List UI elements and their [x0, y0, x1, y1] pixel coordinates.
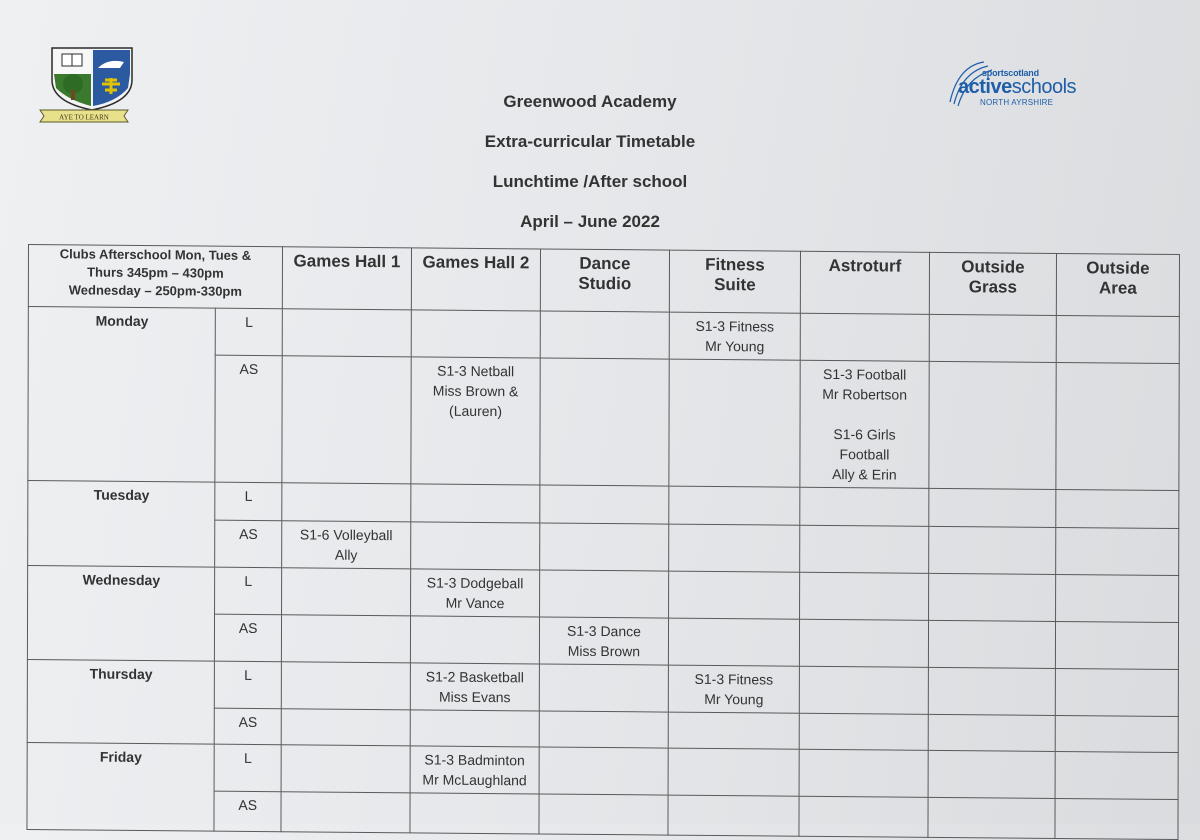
timetable-cell — [539, 664, 668, 712]
timetable-cell — [539, 711, 668, 748]
timetable-cell — [929, 488, 1056, 527]
timetable-cell — [410, 710, 539, 747]
slot-label: AS — [214, 791, 281, 832]
timetable-cell — [539, 794, 668, 835]
cell-text-line: S1-6 Volleyball — [299, 526, 393, 544]
cell-text-line: (Lauren) — [449, 402, 503, 420]
timetable-cell — [1055, 798, 1178, 839]
day-label: Tuesday — [28, 480, 216, 567]
timetable-cell — [411, 522, 540, 570]
cell-text-line: Dance — [579, 253, 631, 274]
timetable-cell — [799, 666, 928, 714]
cell-text-line: Outside — [961, 257, 1025, 277]
timetable-cell — [928, 620, 1055, 668]
timetable-cell — [1056, 527, 1179, 575]
timetable-cell — [282, 309, 411, 357]
column-header — [540, 249, 669, 312]
timetable-cell — [928, 667, 1055, 715]
timetable-cell — [540, 523, 669, 571]
crest-motto: AYE TO LEARN — [59, 113, 109, 122]
timetable-cell — [928, 714, 1055, 751]
cell-text-line — [803, 404, 927, 425]
table-row — [28, 307, 1179, 364]
timetable-cell — [799, 713, 928, 750]
timetable-cell — [411, 310, 540, 358]
day-label: Thursday — [27, 659, 215, 744]
timetable-cell — [668, 795, 799, 836]
timetable-cell — [281, 745, 410, 793]
timetable-cell — [1056, 489, 1179, 528]
timetable-cell — [800, 313, 929, 361]
cell-text-line: S1-3 Dance — [566, 622, 641, 640]
timetable-cell — [800, 572, 929, 620]
school-name: Greenwood Academy — [503, 92, 677, 111]
timetable-cell — [929, 526, 1056, 574]
cell-text-line: Astroturf — [828, 255, 902, 276]
cell-text-line: Area — [1098, 278, 1137, 298]
cell-text-line: S1-6 Girls — [833, 426, 896, 443]
slot-label: L — [215, 567, 282, 615]
slot-label: AS — [215, 355, 282, 483]
timetable-cell — [411, 357, 540, 485]
timetable-cell — [540, 570, 669, 618]
timetable-cell — [282, 483, 411, 522]
cell-text-line: Football — [839, 446, 890, 463]
table-row — [27, 659, 1178, 716]
logo-sportscotland: sportscotland — [982, 68, 1039, 78]
timetable-cell — [410, 746, 539, 794]
timetable-cell — [799, 749, 928, 797]
logo-activeschools — [958, 76, 1076, 99]
table-row — [28, 565, 1179, 622]
cell-text-line: S1-2 Basketball — [425, 668, 524, 686]
timetable-cell — [929, 361, 1056, 489]
logo-active-word: active — [958, 76, 1012, 98]
timetable-cell — [1055, 751, 1178, 799]
timetable-cell — [799, 796, 928, 837]
timetable-cell — [668, 665, 799, 713]
timetable-cell — [668, 748, 799, 796]
table-row — [27, 742, 1178, 799]
timetable-cell — [668, 618, 799, 666]
timetable-cell — [410, 616, 539, 664]
column-header — [1056, 253, 1179, 316]
cell-text-line: S1-3 Football — [822, 365, 907, 383]
timetable-cell — [282, 568, 411, 616]
day-label: Friday — [27, 742, 215, 831]
timetable-cell — [1056, 362, 1179, 490]
day-label: Monday — [28, 307, 216, 483]
timetable-cell — [539, 617, 668, 665]
timetable-cell — [540, 311, 669, 359]
timetable-cell — [928, 797, 1055, 838]
cell-text-line: Fitness — [705, 254, 765, 275]
timetable-cell — [281, 709, 410, 746]
cell-text-line: Grass — [968, 277, 1018, 297]
cell-text-line: Miss Brown — [567, 642, 641, 660]
day-label: Wednesday — [27, 565, 215, 661]
cell-text-line: Outside — [1086, 258, 1150, 278]
timetable-cell — [1055, 668, 1178, 716]
school-crest — [44, 44, 140, 124]
slot-label: AS — [215, 708, 282, 745]
timetable-cell — [282, 356, 411, 484]
timetable-cell — [669, 524, 800, 572]
cell-text-line: Mr Young — [705, 337, 765, 355]
cell-text-line: S1-3 Fitness — [695, 317, 775, 335]
timetable-cell — [929, 314, 1056, 362]
timetable-cell — [539, 747, 668, 795]
timetable-subtitle: Lunchtime /After school — [492, 172, 688, 191]
timetable-cell — [669, 312, 800, 360]
timetable-cell — [668, 712, 799, 749]
timetable-cell — [1055, 621, 1178, 669]
timetable-cell — [800, 525, 929, 573]
slot-label: L — [215, 482, 282, 521]
cell-text-line: Mr Young — [704, 690, 764, 708]
timetable-cell — [281, 792, 410, 833]
timetable-cell — [410, 793, 539, 834]
cell-text-line: Suite — [714, 274, 756, 295]
timetable-cell — [410, 663, 539, 711]
slot-label: AS — [215, 520, 282, 568]
cell-text-line: Studio — [578, 273, 632, 294]
timetable-cell — [411, 484, 540, 523]
timetable-cell — [281, 662, 410, 710]
timetable-cell — [411, 569, 540, 617]
timetable-title: Extra-curricular Timetable — [484, 132, 696, 151]
timetable-cell — [1056, 574, 1179, 622]
slot-label: L — [215, 744, 282, 792]
cell-text-line: Mr Robertson — [822, 385, 908, 403]
logo-north-ayrshire: NORTH AYRSHIRE — [980, 98, 1054, 107]
timetable-cell — [1055, 715, 1178, 752]
cell-text-line: Mr Vance — [445, 594, 505, 612]
club-times-note — [28, 245, 282, 309]
motto-scroll-icon — [36, 106, 132, 124]
timetable-cell — [540, 358, 669, 486]
timetable-term: April – June 2022 — [520, 212, 660, 231]
cell-text-line: Miss Evans — [438, 688, 511, 706]
cell-text-line: S1-3 Badminton — [424, 751, 525, 769]
cell-text-line: S1-3 Netball — [437, 362, 515, 380]
cell-text-line: Ally & Erin — [832, 466, 897, 483]
timetable-cell — [669, 486, 800, 525]
column-header — [411, 248, 540, 311]
logo-schools-word: schools — [1011, 76, 1077, 98]
cell-text-line: Thurs 345pm – 430pm — [87, 264, 224, 281]
slot-label: L — [216, 308, 283, 356]
cell-text-line: Wednesday – 250pm-330pm — [68, 282, 242, 299]
timetable-cell — [799, 619, 928, 667]
cell-text-line: Miss Brown & — [432, 382, 519, 400]
timetable-cell — [929, 573, 1056, 621]
column-header — [669, 250, 800, 313]
column-header — [800, 251, 929, 314]
cell-text-line: Ally — [334, 546, 358, 563]
timetable-cell — [669, 359, 800, 487]
cell-text-line: S1-3 Dodgeball — [426, 574, 524, 592]
timetable-table — [26, 244, 1180, 840]
slot-label: AS — [215, 614, 282, 662]
timetable-cell — [540, 485, 669, 524]
slot-label: L — [215, 661, 282, 709]
cell-text-line: Clubs Afterschool Mon, Tues & — [59, 246, 252, 263]
timetable-cell — [800, 360, 929, 488]
column-header — [282, 247, 411, 310]
cell-text-line: S1-3 Fitness — [694, 670, 774, 688]
timetable-cell — [669, 571, 800, 619]
timetable-cell — [1056, 315, 1179, 363]
timetable-cell — [800, 487, 929, 526]
active-schools-logo — [944, 56, 1100, 112]
cell-text-line: Mr McLaughland — [422, 771, 527, 789]
cell-text-line: Games Hall 1 — [293, 251, 401, 272]
column-header — [929, 252, 1056, 315]
timetable-cell — [928, 750, 1055, 798]
timetable-cell — [281, 615, 410, 663]
timetable-cell — [282, 521, 411, 569]
cell-text-line: Games Hall 2 — [422, 252, 530, 273]
